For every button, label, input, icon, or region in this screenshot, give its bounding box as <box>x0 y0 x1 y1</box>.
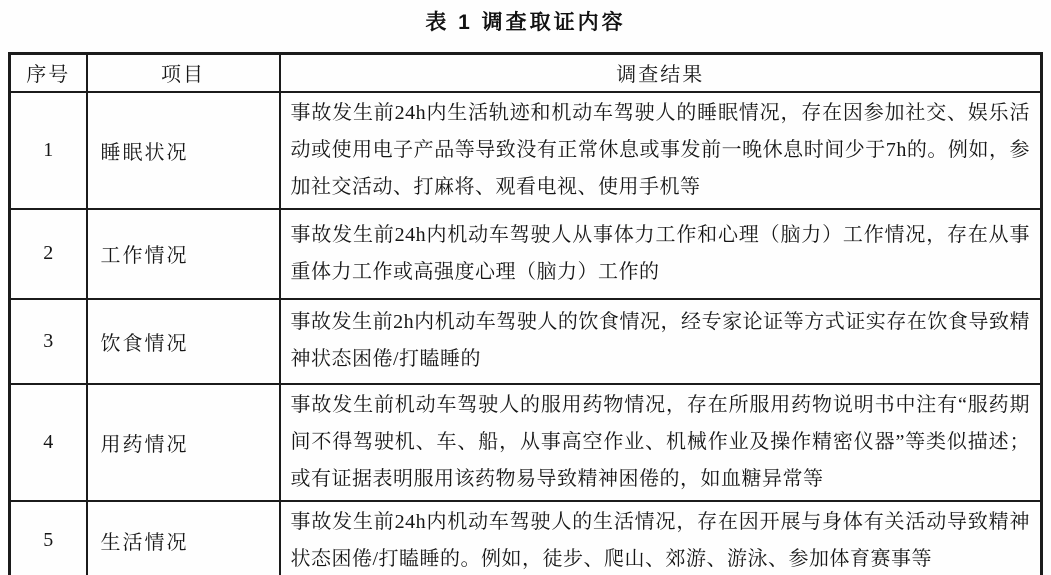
row-result-text: 事故发生前24h内生活轨迹和机动车驾驶人的睡眠情况，存在因参加社交、娱乐活动或使用电子产品等导致没有正常休息或事发前一晚休息时间少于7h的。例如，参加社交活动、打麻将、观看电视、使用手机等 <box>280 92 1042 209</box>
row-result-text: 事故发生前机动车驾驶人的服用药物情况，存在所服用药物说明书中注有“服药期间不得驾驶机、车、船，从事高空作业、机械作业及操作精密仪器”等类似描述；或有证据表明服用该药物易导致精神困倦的，如血糖异常等 <box>280 384 1042 501</box>
row-item-label: 睡眠状况 <box>87 92 280 209</box>
investigation-evidence-table <box>8 52 1043 575</box>
row-result-text: 事故发生前24h内机动车驾驶人的生活情况，存在因开展与身体有关活动导致精神状态困倦/打瞌睡的。例如，徒步、爬山、郊游、游泳、参加体育赛事等 <box>280 501 1042 575</box>
row-serial-number: 4 <box>10 384 87 501</box>
header-cell-serial-number: 序号 <box>10 54 87 92</box>
table-row-diet <box>10 299 1042 384</box>
row-item-label: 生活情况 <box>87 501 280 575</box>
row-result-text: 事故发生前24h内机动车驾驶人从事体力工作和心理（脑力）工作情况，存在从事重体力工作或高强度心理（脑力）工作的 <box>280 209 1042 299</box>
row-serial-number: 5 <box>10 501 87 575</box>
row-serial-number: 3 <box>10 299 87 384</box>
header-cell-investigation-result: 调查结果 <box>280 54 1042 92</box>
table-row-medication <box>10 384 1042 501</box>
row-result-text: 事故发生前2h内机动车驾驶人的饮食情况，经专家论证等方式证实存在饮食导致精神状态困倦/打瞌睡的 <box>280 299 1042 384</box>
table-row-lifestyle <box>10 501 1042 575</box>
row-serial-number: 2 <box>10 209 87 299</box>
row-item-label: 用药情况 <box>87 384 280 501</box>
table-row-sleep <box>10 92 1042 209</box>
header-cell-item: 项目 <box>87 54 280 92</box>
row-serial-number: 1 <box>10 92 87 209</box>
table-row-work <box>10 209 1042 299</box>
row-item-label: 饮食情况 <box>87 299 280 384</box>
row-item-label: 工作情况 <box>87 209 280 299</box>
table-title: 表 1 调查取证内容 <box>425 11 626 34</box>
header-row <box>10 54 1042 92</box>
